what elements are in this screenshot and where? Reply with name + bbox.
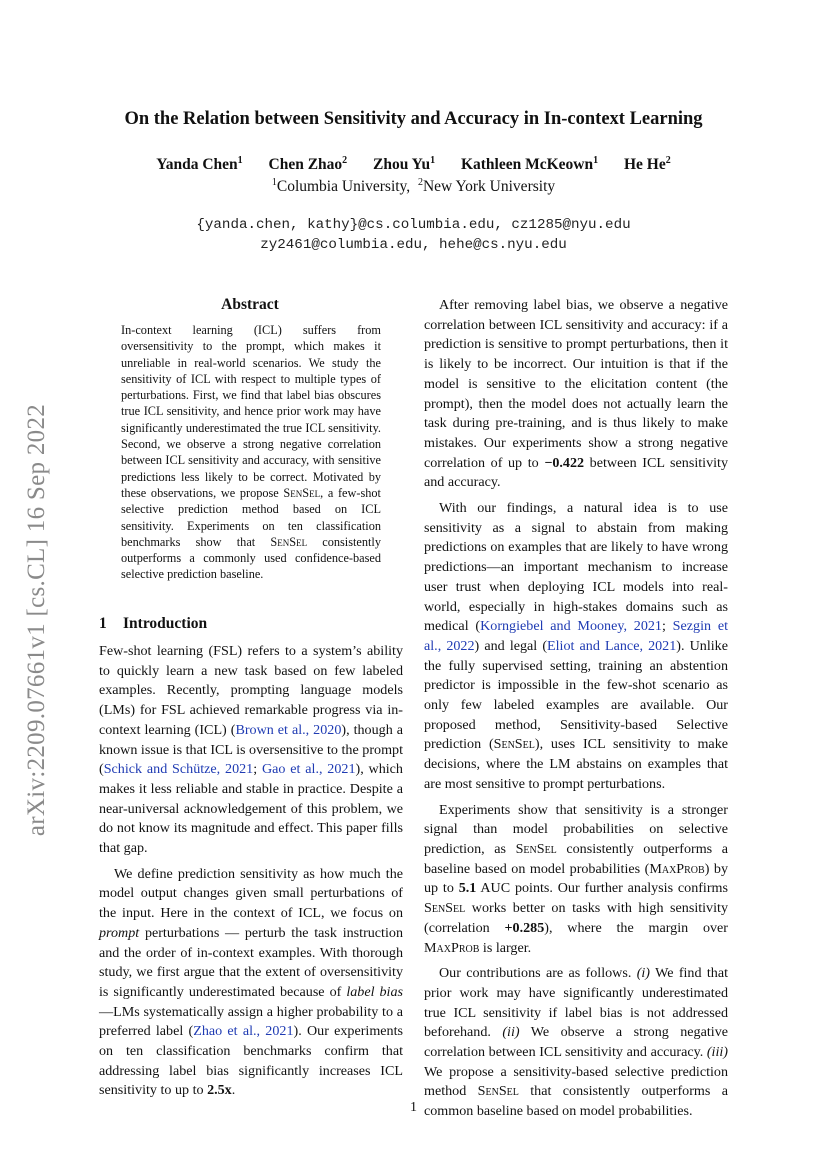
method-name: SenSel: [283, 485, 321, 500]
affiliation-columbia: Columbia University,: [276, 178, 411, 195]
author-1: Yanda Chen$^1$: [156, 155, 243, 173]
section-heading-introduction: 1 Introduction: [99, 615, 208, 632]
author-2: Chen Zhao$^2$: [268, 155, 348, 173]
citation-link[interactable]: Schick and Schütze, 2021: [103, 761, 254, 778]
email-line-1: {yanda.chen, kathy}@cs.columbia.edu, cz1285@nyu.edu: [196, 217, 631, 233]
intro-paragraph-1: Few-shot learning (FSL) refers to a system’s ability to quickly learn a new task based on few labeled examples. Recently, prompting language models (LMs) for FSL achieved remarkable progress via in-context learning (ICL) (Brown et al., 2020), though a known issue is that ICL is oversensitive to the prompt (Schick and Schütze, 2021; Gao et al., 2021), which makes it less reliable and stable in practice. Despite a near-universal acknowledgement of this problem, we do not know its magnitude and effect. This paper fills that gap.: [99, 643, 403, 857]
method-name: SenSel: [424, 900, 466, 917]
citation-link[interactable]: Gao et al., 2021: [261, 761, 356, 778]
intro-paragraph-5: Experiments show that sensitivity is a stronger signal than model probabilities on selective prediction, as SenSel consistently outperforms a baseline based on model probabilities (MaxProb) by up to 5.1 AUC points. Our further analysis confirms SenSel works better on tasks with high sensitivity (correlation +0.285), where the margin over MaxProb is larger.: [424, 801, 729, 956]
method-name: SenSel: [477, 1083, 519, 1100]
intro-paragraph-3: After removing label bias, we observe a negative correlation between ICL sensitivity and accuracy: if a prediction is sensitive to prompt perturbations, then it is likely to be incorrect. Our intuition is that if the model is sensitive to the elicitation content (the prompt), then the model does not actually learn the task during pre-training, and is thus likely to make mistakes. Our experiments show a strong negative correlation of up to −0.422 between ICL sensitivity and accuracy.: [424, 297, 728, 491]
method-name: SenSel: [493, 736, 535, 753]
method-name: SenSel: [270, 534, 308, 549]
author-emails: [0, 216, 827, 255]
intro-paragraph-4: With our findings, a natural idea is to use sensitivity as a signal to abstain from making predictions on examples that are likely to have wrong predictions—an important mechanism to increase user trust when deploying ICL models into real-world, especially in high-stakes domains such as medical (Korngiebel and Mooney, 2021; Sezgin et al., 2022) and legal (Eliot and Lance, 2021). Unlike the fully supervised setting, training an abstention predictor is impossible in the few-shot scenario as only few labeled examples are available. Our proposed method, Sensitivity-based Selective prediction (SenSel), uses ICL sensitivity to make decisions, where the LM abstains on examples that are most sensitive to prompt perturbations.: [424, 500, 728, 792]
abstract-text: In-context learning (ICL) suffers from oversensitivity to the prompt, which makes it unreliable in real-world scenarios. We study the sensitivity of ICL with respect to multiple types of perturbations. First, we find that label bias obscures true ICL sensitivity, and hence prior work may have significantly underestimated the true ICL sensitivity. Second, we observe a strong negative correlation between ICL sensitivity and accuracy, with sensitive predictions less likely to be correct. Motivated by these observations, we propose SenSel, a few-shot selective prediction method based on ICL sensitivity. Experiments on ten classification benchmarks show that SenSel consistently outperforms a commonly used confidence-based selective prediction baseline.: [121, 323, 381, 582]
paper-title: On the Relation between Sensitivity and Accuracy in In-context Learning: [124, 109, 703, 129]
abstract-heading: Abstract: [221, 296, 279, 313]
arxiv-id: arXiv:2209.07661v1 [cs.CL] 16 Sep 2022: [23, 403, 50, 837]
email-line-2: zy2461@columbia.edu, hehe@cs.nyu.edu: [260, 236, 567, 253]
baseline-name: MaxProb: [424, 939, 480, 956]
citation-link[interactable]: Sezgin et al., 2022: [424, 618, 728, 654]
author-list: [0, 152, 827, 174]
affiliation-nyu: New York University: [422, 178, 556, 195]
citation-link[interactable]: Eliot and Lance, 2021: [547, 637, 677, 654]
method-name: SenSel: [515, 840, 557, 857]
author-5: He He$^2$: [624, 155, 671, 173]
citation-link[interactable]: Korngiebel and Mooney, 2021: [480, 618, 662, 635]
left-column: [99, 642, 403, 1107]
intro-paragraph-6: Our contributions are as follows. (i) We find that prior work may have significantly underestimated true ICL sensitivity if label bias is not addressed beforehand. (ii) We observe a strong negative correlation between ICL sensitivity and accuracy. (iii) We propose a sensitivity-based selective prediction method SenSel that consistently outperforms a common baseline based on model probabilities.: [424, 965, 728, 1120]
citation-link[interactable]: Brown et al., 2020: [235, 721, 342, 738]
affiliations: $^1$Columbia University, $^2$New York University: [271, 177, 556, 195]
baseline-name: MaxProb: [649, 860, 705, 877]
author-3: Zhou Yu$^1$: [373, 155, 436, 173]
citation-link[interactable]: Zhao et al., 2021: [193, 1023, 294, 1040]
intro-paragraph-2: We define prediction sensitivity as how much the model output changes given small perturbations of the input. Here in the context of ICL, we focus on prompt perturbations — perturb the task instruction and the order of in-context examples. With thorough study, we first argue that the extent of oversensitivity is significantly underestimated because of label bias—LMs systematically assign a higher probability to a preferred label (Zhao et al., 2021). Our experiments on ten classification benchmarks confirm that addressing label bias significantly increases ICL sensitivity to up to 2.5x.: [99, 865, 404, 1099]
page-number: 1: [410, 1100, 417, 1115]
right-column: [424, 296, 728, 1128]
author-4: Kathleen McKeown$^1$: [460, 155, 599, 173]
